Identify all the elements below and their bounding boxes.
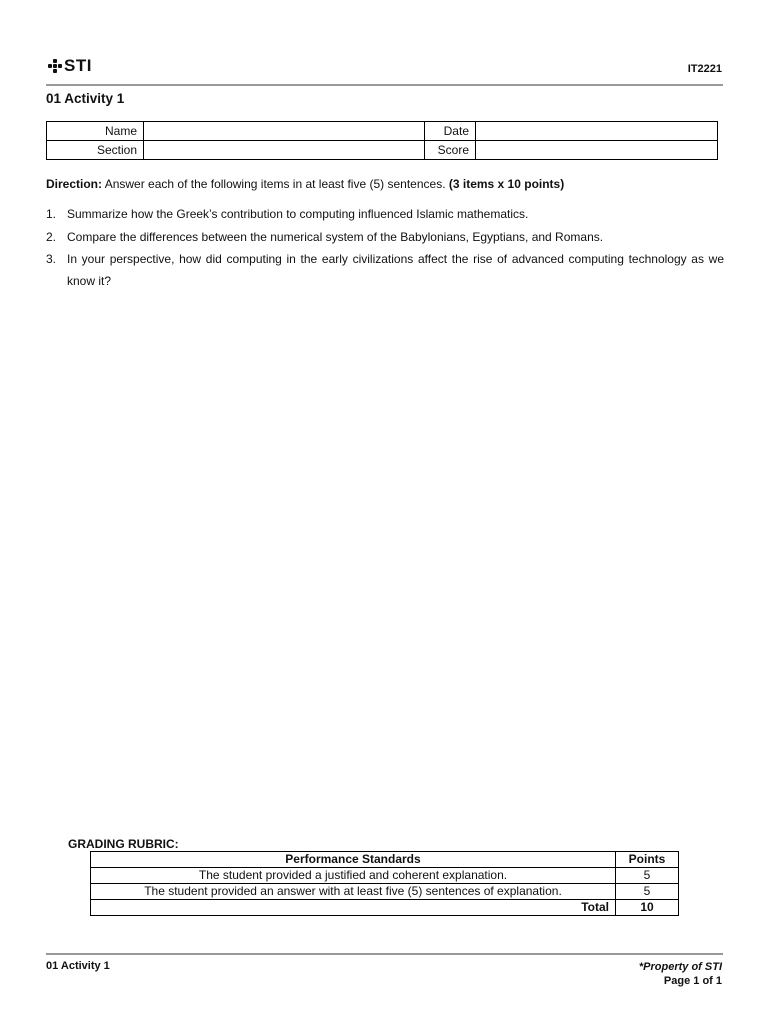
score-field[interactable]: [476, 141, 718, 160]
rubric-table: [90, 851, 679, 916]
section-field[interactable]: [144, 141, 425, 160]
date-label: Date: [425, 122, 476, 141]
col-standards: Performance Standards: [91, 852, 616, 868]
page-number: Page 1 of 1: [663, 975, 722, 987]
rubric-standard: The student provided a justified and coherent explanation.: [91, 868, 616, 884]
score-label: Score: [425, 141, 476, 160]
rubric-row: [91, 868, 679, 884]
question-text: Summarize how the Greek’s contribution to computing influenced Islamic mathematics.: [67, 207, 529, 221]
footer-divider: [46, 953, 723, 955]
question-number: 1.: [46, 207, 57, 221]
course-code: IT2221: [687, 63, 722, 75]
sti-logo-icon: [48, 59, 62, 73]
rubric-total-label: Total: [91, 900, 616, 916]
rubric-total-points: 10: [616, 900, 679, 916]
name-label: Name: [47, 122, 144, 141]
direction-label: Direction:: [46, 177, 103, 191]
rubric-header-row: [91, 852, 679, 868]
question-number: 3.: [46, 252, 57, 266]
rubric-row: [91, 884, 679, 900]
sti-logo: [48, 56, 92, 76]
question-text: Compare the differences between the numerical system of the Babylonians, Egyptians, and Romans.: [67, 230, 604, 244]
name-field[interactable]: [144, 122, 425, 141]
question-text: In your perspective, how did computing in the early civilizations affect the rise of advanced computing technology as we know it?: [67, 252, 724, 288]
direction-points: (3 items x 10 points): [448, 177, 565, 191]
rubric-title: GRADING RUBRIC:: [68, 837, 179, 851]
rubric-points: 5: [616, 884, 679, 900]
page-title: 01 Activity 1: [46, 91, 125, 106]
header-divider: [46, 84, 723, 86]
property-notice: *Property of STI: [638, 961, 722, 973]
section-label: Section: [47, 141, 144, 160]
footer-title: 01 Activity 1: [46, 960, 110, 972]
logo-text: STI: [64, 56, 92, 75]
info-table: [46, 121, 718, 160]
date-field[interactable]: [476, 122, 718, 141]
col-points: Points: [616, 852, 679, 868]
rubric-standard: The student provided an answer with at least five (5) sentences of explanation.: [91, 884, 616, 900]
direction-text: Answer each of the following items in at least five (5) sentences.: [102, 177, 449, 191]
question-number: 2.: [46, 230, 57, 244]
direction: [46, 177, 564, 191]
rubric-points: 5: [616, 868, 679, 884]
question-item: [46, 203, 724, 225]
rubric-total-row: [91, 900, 679, 916]
footer-right: [639, 960, 722, 988]
question-item: [46, 248, 724, 292]
question-item: [46, 226, 724, 248]
info-row: [47, 141, 718, 160]
info-row: [47, 122, 718, 141]
